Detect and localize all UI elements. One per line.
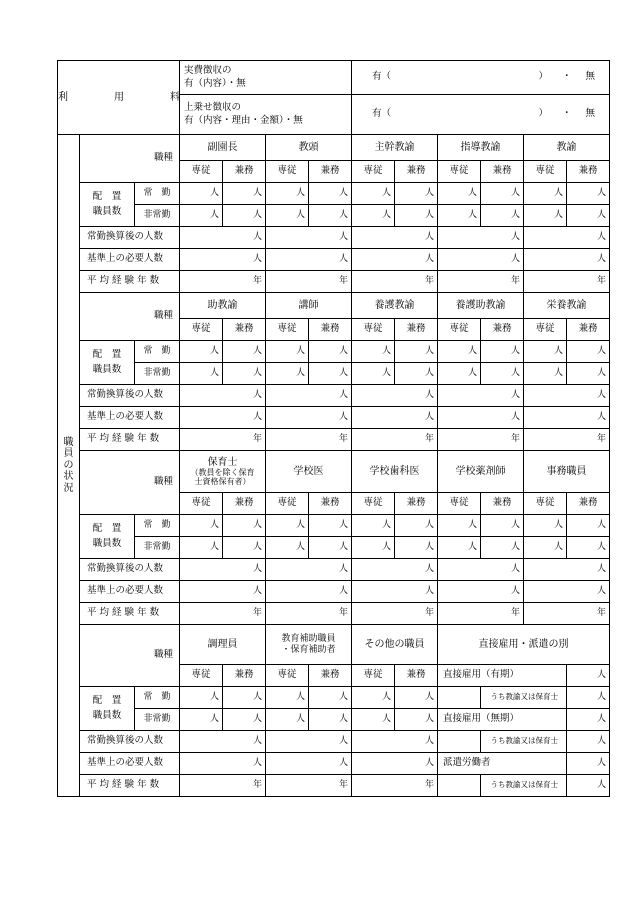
count-cell[interactable]: 人 [309, 363, 352, 385]
count-cell[interactable]: 人 [180, 687, 223, 709]
fte-label: 常勤換算後の人数 [80, 731, 180, 753]
direct-unfixed-teacher-count[interactable]: 人 [567, 731, 610, 753]
count-cell[interactable]: 人 [266, 709, 309, 731]
required-label: 基準上の必要人数 [80, 753, 180, 775]
dedicated-header: 専従 [180, 161, 223, 183]
count-cell[interactable]: 人 [352, 205, 395, 227]
fte-cell[interactable]: 人 [266, 731, 352, 753]
concurrent-header: 兼務 [309, 493, 352, 515]
count-cell[interactable]: 人 [395, 183, 438, 205]
experience-cell[interactable]: 年 [438, 429, 524, 451]
fte-label: 常勤換算後の人数 [80, 385, 180, 407]
count-cell[interactable]: 人 [438, 183, 481, 205]
surcharge-answer[interactable] [352, 95, 610, 135]
dedicated-header: 専従 [180, 493, 223, 515]
required-cell[interactable]: 人 [266, 407, 352, 429]
count-cell[interactable]: 人 [395, 515, 438, 537]
count-cell[interactable]: 人 [309, 709, 352, 731]
role-header: 調理員 [180, 625, 266, 665]
ans-none: 無 [585, 108, 596, 120]
fulltime-label: 常 勤 [135, 341, 180, 363]
role-header: その他の職員 [352, 625, 438, 665]
ans-prefix: 有（ [372, 108, 392, 120]
required-cell[interactable]: 人 [180, 407, 266, 429]
dedicated-header: 専従 [524, 161, 567, 183]
role-header-nursery: 保育士 （教員を除く保育 士資格保有者） [180, 451, 266, 493]
dedicated-header: 専従 [266, 493, 309, 515]
count-cell[interactable]: 人 [266, 205, 309, 227]
count-cell[interactable]: 人 [524, 341, 567, 363]
fte-cell[interactable]: 人 [180, 227, 266, 249]
direct-fixed-label: 直接雇用（有期） [438, 665, 567, 687]
fte-cell[interactable]: 人 [180, 731, 266, 753]
role-header: 事務職員 [524, 451, 610, 493]
dedicated-header: 専従 [180, 319, 223, 341]
role-header: 助教諭 [180, 293, 266, 319]
role-header-assistant: 教育補助職員 ・保育補助者 [266, 625, 352, 665]
concurrent-header: 兼務 [481, 161, 524, 183]
required-cell[interactable]: 人 [524, 407, 610, 429]
concurrent-header: 兼務 [309, 665, 352, 687]
direct-fixed-teacher-label: うち教諭又は保育士 [481, 687, 567, 709]
count-cell[interactable]: 人 [395, 363, 438, 385]
count-cell[interactable]: 人 [180, 515, 223, 537]
dispatch-count[interactable]: 人 [567, 753, 610, 775]
count-cell[interactable]: 人 [352, 183, 395, 205]
count-cell[interactable]: 人 [180, 341, 223, 363]
count-cell[interactable]: 人 [266, 515, 309, 537]
count-cell[interactable]: 人 [309, 537, 352, 559]
fte-cell[interactable]: 人 [438, 227, 524, 249]
ans-close: ） [538, 71, 549, 83]
fte-cell[interactable]: 人 [438, 385, 524, 407]
count-cell[interactable]: 人 [438, 363, 481, 385]
count-cell[interactable]: 人 [352, 341, 395, 363]
experience-cell[interactable]: 年 [524, 429, 610, 451]
fte-label: 常勤換算後の人数 [80, 227, 180, 249]
count-cell[interactable]: 人 [223, 205, 266, 227]
role-header: 養護教諭 [352, 293, 438, 319]
concurrent-header: 兼務 [223, 161, 266, 183]
fte-cell[interactable]: 人 [266, 559, 352, 581]
fee-label: 利 用 料 [58, 61, 180, 135]
actual-cost-answer[interactable] [352, 61, 610, 95]
role-header: 学校歯科医 [352, 451, 438, 493]
fte-cell[interactable]: 人 [266, 227, 352, 249]
count-cell[interactable]: 人 [395, 341, 438, 363]
fulltime-label: 常 勤 [135, 687, 180, 709]
count-cell[interactable]: 人 [180, 537, 223, 559]
job-type-label: 職種 [80, 451, 180, 515]
job-type-label: 職種 [80, 293, 180, 341]
fte-cell[interactable]: 人 [524, 385, 610, 407]
count-cell[interactable]: 人 [223, 363, 266, 385]
count-cell[interactable]: 人 [567, 515, 610, 537]
experience-cell[interactable]: 年 [524, 603, 610, 625]
fte-cell[interactable]: 人 [524, 559, 610, 581]
count-cell[interactable]: 人 [180, 205, 223, 227]
experience-cell[interactable]: 年 [524, 271, 610, 293]
count-cell[interactable]: 人 [266, 363, 309, 385]
fte-cell[interactable]: 人 [352, 731, 438, 753]
experience-label: 平 均 経 験 年 数 [80, 603, 180, 625]
required-cell[interactable]: 人 [352, 249, 438, 271]
dispatch-teacher-count[interactable]: 人 [567, 775, 610, 797]
required-cell[interactable]: 人 [438, 407, 524, 429]
surcharge-line2: 有（内容・理由・金額）・無 [184, 114, 303, 126]
ans-prefix: 有（ [372, 71, 392, 83]
staff-status-side-label: 職 員 の 状 況 [58, 135, 80, 797]
count-cell[interactable]: 人 [223, 183, 266, 205]
experience-cell[interactable]: 年 [266, 429, 352, 451]
required-cell[interactable]: 人 [524, 581, 610, 603]
experience-cell[interactable]: 年 [180, 271, 266, 293]
direct-unfixed-teacher-label: うち教諭又は保育士 [481, 731, 567, 753]
dedicated-header: 専従 [266, 665, 309, 687]
dedicated-header: 専従 [266, 319, 309, 341]
assigned-staff-label: 配 置 職員数 [80, 687, 135, 731]
dedicated-header: 専従 [438, 493, 481, 515]
fte-cell[interactable]: 人 [266, 385, 352, 407]
fte-cell[interactable]: 人 [524, 227, 610, 249]
concurrent-header: 兼務 [309, 319, 352, 341]
count-cell[interactable]: 人 [567, 341, 610, 363]
ans-none: 無 [585, 71, 596, 83]
concurrent-header: 兼務 [223, 665, 266, 687]
count-cell[interactable]: 人 [223, 709, 266, 731]
dedicated-header: 専従 [266, 161, 309, 183]
direct-fixed-teacher-count[interactable]: 人 [567, 687, 610, 709]
dedicated-header: 専従 [352, 665, 395, 687]
ans-sep: ・ [562, 108, 572, 120]
count-cell[interactable]: 人 [481, 537, 524, 559]
experience-label: 平 均 経 験 年 数 [80, 775, 180, 797]
dedicated-header: 専従 [438, 161, 481, 183]
experience-cell[interactable]: 年 [438, 603, 524, 625]
concurrent-header: 兼務 [395, 319, 438, 341]
count-cell[interactable]: 人 [524, 183, 567, 205]
required-cell[interactable]: 人 [352, 753, 438, 775]
count-cell[interactable]: 人 [309, 687, 352, 709]
ans-sep: ・ [562, 71, 572, 83]
parttime-label: 非常勤 [135, 709, 180, 731]
experience-cell[interactable]: 年 [266, 775, 352, 797]
count-cell[interactable]: 人 [567, 183, 610, 205]
parttime-label: 非常勤 [135, 205, 180, 227]
role-header: 教頭 [266, 135, 352, 161]
count-cell[interactable]: 人 [481, 205, 524, 227]
role-header: 学校医 [266, 451, 352, 493]
fte-cell[interactable]: 人 [352, 227, 438, 249]
direct-fixed-count[interactable]: 人 [567, 665, 610, 687]
assigned-staff-label: 配 置 職員数 [80, 515, 135, 559]
experience-label: 平 均 経 験 年 数 [80, 429, 180, 451]
role-header: 主幹教諭 [352, 135, 438, 161]
concurrent-header: 兼務 [223, 319, 266, 341]
count-cell[interactable]: 人 [567, 537, 610, 559]
staff-form-page [57, 60, 606, 797]
fte-cell[interactable]: 人 [438, 559, 524, 581]
role-header: 学校薬剤師 [438, 451, 524, 493]
count-cell[interactable]: 人 [524, 363, 567, 385]
count-cell[interactable]: 人 [266, 183, 309, 205]
concurrent-header: 兼務 [395, 665, 438, 687]
count-cell[interactable]: 人 [352, 709, 395, 731]
concurrent-header: 兼務 [567, 493, 610, 515]
required-cell[interactable]: 人 [438, 249, 524, 271]
count-cell[interactable]: 人 [223, 687, 266, 709]
count-cell[interactable]: 人 [481, 363, 524, 385]
dedicated-header: 専従 [438, 319, 481, 341]
count-cell[interactable]: 人 [395, 205, 438, 227]
count-cell[interactable]: 人 [266, 537, 309, 559]
parttime-label: 非常勤 [135, 537, 180, 559]
count-cell[interactable]: 人 [180, 709, 223, 731]
role-header: 養護助教諭 [438, 293, 524, 319]
count-cell[interactable]: 人 [309, 183, 352, 205]
required-cell[interactable]: 人 [266, 753, 352, 775]
dedicated-header: 専従 [352, 493, 395, 515]
required-cell[interactable]: 人 [352, 407, 438, 429]
count-cell[interactable]: 人 [438, 205, 481, 227]
required-label: 基準上の必要人数 [80, 249, 180, 271]
required-cell[interactable]: 人 [180, 581, 266, 603]
count-cell[interactable]: 人 [395, 537, 438, 559]
dedicated-header: 専従 [524, 493, 567, 515]
count-cell[interactable]: 人 [266, 687, 309, 709]
fte-cell[interactable]: 人 [180, 559, 266, 581]
concurrent-header: 兼務 [567, 319, 610, 341]
concurrent-header: 兼務 [481, 493, 524, 515]
count-cell[interactable]: 人 [438, 515, 481, 537]
concurrent-header: 兼務 [223, 493, 266, 515]
required-label: 基準上の必要人数 [80, 407, 180, 429]
fulltime-label: 常 勤 [135, 515, 180, 537]
count-cell[interactable]: 人 [395, 687, 438, 709]
fte-cell[interactable]: 人 [352, 385, 438, 407]
role-header: 教諭 [524, 135, 610, 161]
fte-cell[interactable]: 人 [180, 385, 266, 407]
count-cell[interactable]: 人 [438, 341, 481, 363]
count-cell[interactable]: 人 [567, 363, 610, 385]
surcharge-line1: 上乗せ徴収の [184, 101, 242, 113]
actual-cost-line2: 有（内容）・無 [184, 77, 246, 89]
experience-cell[interactable]: 年 [352, 603, 438, 625]
assigned-staff-label: 配 置 職員数 [80, 341, 135, 385]
count-cell[interactable]: 人 [438, 537, 481, 559]
count-cell[interactable]: 人 [352, 687, 395, 709]
dispatch-label: 派遣労働者 [438, 753, 567, 775]
experience-cell[interactable]: 年 [180, 775, 266, 797]
fte-label: 常勤換算後の人数 [80, 559, 180, 581]
dedicated-header: 専従 [352, 319, 395, 341]
count-cell[interactable]: 人 [180, 363, 223, 385]
experience-cell[interactable]: 年 [352, 271, 438, 293]
fte-cell[interactable]: 人 [352, 559, 438, 581]
count-cell[interactable]: 人 [309, 205, 352, 227]
required-label: 基準上の必要人数 [80, 581, 180, 603]
role-header: 指導教諭 [438, 135, 524, 161]
count-cell[interactable]: 人 [223, 537, 266, 559]
concurrent-header: 兼務 [309, 161, 352, 183]
experience-cell[interactable]: 年 [352, 775, 438, 797]
experience-label: 平 均 経 験 年 数 [80, 271, 180, 293]
dedicated-header: 専従 [352, 161, 395, 183]
required-cell[interactable]: 人 [266, 249, 352, 271]
count-cell[interactable]: 人 [524, 537, 567, 559]
experience-cell[interactable]: 年 [266, 603, 352, 625]
dedicated-header: 専従 [180, 665, 223, 687]
ans-close: ） [538, 108, 549, 120]
actual-cost-question [180, 61, 352, 95]
role-header: 副園長 [180, 135, 266, 161]
hire-type-header: 直接雇用・派遣の別 [438, 625, 610, 665]
concurrent-header: 兼務 [567, 161, 610, 183]
assigned-staff-label: 配 置 職員数 [80, 183, 135, 227]
experience-cell[interactable]: 年 [266, 271, 352, 293]
concurrent-header: 兼務 [395, 161, 438, 183]
surcharge-question [180, 95, 352, 135]
job-type-label: 職種 [80, 625, 180, 687]
experience-cell[interactable]: 年 [180, 603, 266, 625]
experience-cell[interactable]: 年 [180, 429, 266, 451]
experience-cell[interactable]: 年 [352, 429, 438, 451]
job-type-label: 職種 [80, 135, 180, 183]
required-cell[interactable]: 人 [524, 249, 610, 271]
count-cell[interactable]: 人 [309, 341, 352, 363]
required-cell[interactable]: 人 [266, 581, 352, 603]
direct-unfixed-count[interactable]: 人 [567, 709, 610, 731]
count-cell[interactable]: 人 [180, 183, 223, 205]
required-cell[interactable]: 人 [180, 753, 266, 775]
role-header: 栄養教諭 [524, 293, 610, 319]
experience-cell[interactable]: 年 [438, 271, 524, 293]
count-cell[interactable]: 人 [524, 515, 567, 537]
required-cell[interactable]: 人 [438, 581, 524, 603]
count-cell[interactable]: 人 [481, 183, 524, 205]
count-cell[interactable]: 人 [395, 709, 438, 731]
count-cell[interactable]: 人 [309, 515, 352, 537]
concurrent-header: 兼務 [395, 493, 438, 515]
dispatch-teacher-label: うち教諭又は保育士 [481, 775, 567, 797]
required-cell[interactable]: 人 [180, 249, 266, 271]
count-cell[interactable]: 人 [352, 537, 395, 559]
count-cell[interactable]: 人 [223, 515, 266, 537]
count-cell[interactable]: 人 [481, 341, 524, 363]
count-cell[interactable]: 人 [567, 205, 610, 227]
count-cell[interactable]: 人 [266, 341, 309, 363]
count-cell[interactable]: 人 [352, 515, 395, 537]
fulltime-label: 常 勤 [135, 183, 180, 205]
parttime-label: 非常勤 [135, 363, 180, 385]
count-cell[interactable]: 人 [352, 363, 395, 385]
role-header: 講師 [266, 293, 352, 319]
count-cell[interactable]: 人 [481, 515, 524, 537]
count-cell[interactable]: 人 [524, 205, 567, 227]
dedicated-header: 専従 [524, 319, 567, 341]
direct-unfixed-label: 直接雇用（無期） [438, 709, 567, 731]
concurrent-header: 兼務 [481, 319, 524, 341]
count-cell[interactable]: 人 [223, 341, 266, 363]
required-cell[interactable]: 人 [352, 581, 438, 603]
staff-status-table [57, 60, 610, 797]
actual-cost-line1: 実費徴収の [184, 64, 232, 76]
